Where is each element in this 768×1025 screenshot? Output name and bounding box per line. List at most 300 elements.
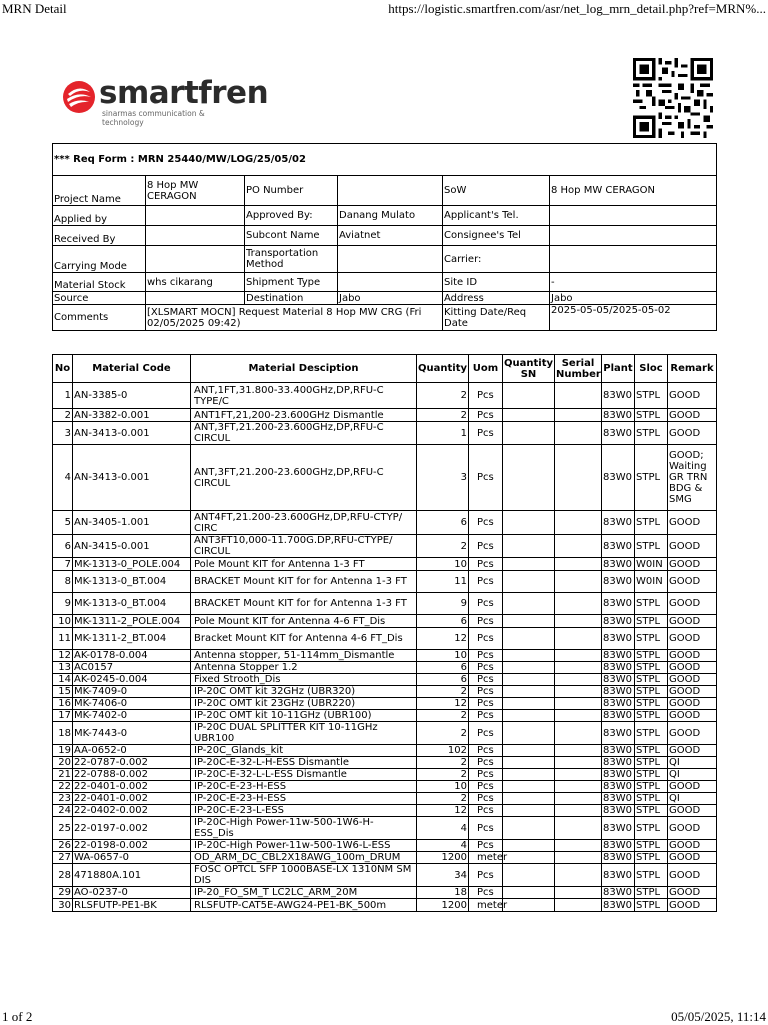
applicant-tel-label: Applicant's Tel. (443, 206, 550, 226)
table-row (53, 722, 717, 745)
material-description-cell: BRACKET Mount KIT for for Antenna 1-3 FT (191, 593, 417, 615)
approved-by-value: Danang Mulato (338, 206, 443, 226)
uom-cell: Pcs (469, 383, 503, 409)
row-no-cell: 1 (53, 383, 73, 409)
uom-cell: Pcs (469, 535, 503, 558)
quantity-cell: 12 (417, 805, 469, 817)
serial-number-cell (555, 840, 602, 852)
remark-cell: GOOD (668, 593, 717, 615)
material-code-cell: AC0157 (73, 662, 191, 674)
sloc-cell: STPL (635, 769, 668, 781)
plant-cell: 83W0 (602, 650, 635, 662)
sloc-cell: STPL (635, 852, 668, 864)
table-row (53, 558, 717, 571)
table-row (53, 710, 717, 722)
remark-cell: GOOD (668, 535, 717, 558)
table-row (53, 840, 717, 852)
col-header-no: No (53, 355, 73, 383)
material-code-cell: 471880A.101 (73, 864, 191, 887)
shipment-type-label: Shipment Type (245, 273, 338, 292)
material-description-cell: IP-20_FO_SM_T LC2LC_ARM_20M (191, 887, 417, 899)
quantity-sn-cell (503, 535, 555, 558)
quantity-sn-cell (503, 710, 555, 722)
applied-by-label: Applied by (53, 206, 146, 226)
sloc-cell: STPL (635, 864, 668, 887)
plant-cell: 83W0 (602, 745, 635, 757)
row-no-cell: 7 (53, 558, 73, 571)
sloc-cell: STPL (635, 899, 668, 912)
material-code-cell: 22-0197-0.002 (73, 817, 191, 840)
uom-cell: Pcs (469, 769, 503, 781)
quantity-cell: 10 (417, 781, 469, 793)
uom-cell: Pcs (469, 686, 503, 698)
quantity-sn-cell (503, 383, 555, 409)
sloc-cell: STPL (635, 698, 668, 710)
table-row (53, 674, 717, 686)
remark-cell: GOOD (668, 864, 717, 887)
serial-number-cell (555, 674, 602, 686)
table-row (53, 805, 717, 817)
material-code-cell: MK-7443-0 (73, 722, 191, 745)
serial-number-cell (555, 887, 602, 899)
table-row (53, 650, 717, 662)
table-row (53, 864, 717, 887)
sloc-cell: STPL (635, 840, 668, 852)
quantity-sn-cell (503, 511, 555, 535)
uom-cell: Pcs (469, 887, 503, 899)
serial-number-cell (555, 722, 602, 745)
sow-value: 8 Hop MW CERAGON (550, 176, 717, 206)
serial-number-cell (555, 650, 602, 662)
quantity-sn-cell (503, 899, 555, 912)
uom-cell: meter (469, 852, 503, 864)
material-code-cell: 22-0401-0.002 (73, 793, 191, 805)
uom-cell: Pcs (469, 422, 503, 445)
remark-cell: GOOD (668, 409, 717, 422)
subcont-name-label: Subcont Name (245, 226, 338, 246)
remark-cell: GOOD (668, 887, 717, 899)
carrying-mode-label: Carrying Mode (53, 246, 146, 273)
material-code-cell: MK-7409-0 (73, 686, 191, 698)
remark-cell: GOOD (668, 628, 717, 650)
plant-cell: 83W0 (602, 710, 635, 722)
serial-number-cell (555, 864, 602, 887)
qr-code-icon (633, 58, 713, 138)
site-id-value: - (550, 273, 717, 292)
sloc-cell: STPL (635, 662, 668, 674)
quantity-sn-cell (503, 445, 555, 511)
material-description-cell: Antenna Stopper 1.2 (191, 662, 417, 674)
browser-page-title: MRN Detail (2, 1, 67, 16)
col-header-quantity: Quantity (417, 355, 469, 383)
table-row (53, 745, 717, 757)
quantity-cell: 2 (417, 383, 469, 409)
quantity-sn-cell (503, 722, 555, 745)
material-code-cell: AA-0652-0 (73, 745, 191, 757)
remark-cell: GOOD (668, 383, 717, 409)
serial-number-cell (555, 781, 602, 793)
transport-method-value (338, 246, 443, 273)
material-code-cell: AN-3413-0.001 (73, 445, 191, 511)
plant-cell: 83W0 (602, 571, 635, 593)
remark-cell: GOOD (668, 558, 717, 571)
plant-cell: 83W0 (602, 662, 635, 674)
quantity-sn-cell (503, 571, 555, 593)
material-code-cell: AK-0178-0.004 (73, 650, 191, 662)
table-row (53, 422, 717, 445)
material-description-cell: BRACKET Mount KIT for for Antenna 1-3 FT (191, 571, 417, 593)
row-no-cell: 16 (53, 698, 73, 710)
browser-page-url: https://logistic.smartfren.com/asr/net_log_mrn_detail.php?ref=MRN%... (388, 1, 766, 16)
sloc-cell: W0IN (635, 558, 668, 571)
row-no-cell: 2 (53, 409, 73, 422)
material-description-cell: IP-20C OMT kit 23GHz (UBR220) (191, 698, 417, 710)
material-description-cell: IP-20C-E-32-L-H-ESS Dismantle (191, 757, 417, 769)
quantity-cell: 9 (417, 593, 469, 615)
material-code-cell: 22-0401-0.002 (73, 781, 191, 793)
uom-cell: Pcs (469, 409, 503, 422)
uom-cell: Pcs (469, 662, 503, 674)
quantity-cell: 6 (417, 662, 469, 674)
quantity-sn-cell (503, 805, 555, 817)
serial-number-cell (555, 710, 602, 722)
uom-cell: Pcs (469, 722, 503, 745)
remark-cell: GOOD (668, 511, 717, 535)
quantity-cell: 2 (417, 769, 469, 781)
sloc-cell: STPL (635, 422, 668, 445)
table-row (53, 769, 717, 781)
uom-cell: Pcs (469, 650, 503, 662)
quantity-cell: 1200 (417, 852, 469, 864)
uom-cell: Pcs (469, 593, 503, 615)
material-code-cell: MK-1313-0_BT.004 (73, 571, 191, 593)
sloc-cell: STPL (635, 445, 668, 511)
sloc-cell: STPL (635, 757, 668, 769)
smartfren-logo (62, 75, 269, 127)
serial-number-cell (555, 593, 602, 615)
sloc-cell: STPL (635, 745, 668, 757)
table-row (53, 698, 717, 710)
comments-value: [XLSMART MOCN] Request Material 8 Hop MW CRG (Fri 02/05/2025 09:42) (146, 305, 443, 331)
row-no-cell: 11 (53, 628, 73, 650)
quantity-sn-cell (503, 745, 555, 757)
material-description-cell: ANT4FT,21.200-23.600GHz,DP,RFU-CTYP/ CIRC (191, 511, 417, 535)
uom-cell: Pcs (469, 805, 503, 817)
uom-cell: Pcs (469, 628, 503, 650)
address-value: Jabo (550, 292, 717, 305)
uom-cell: Pcs (469, 793, 503, 805)
material-code-cell: AN-3415-0.001 (73, 535, 191, 558)
quantity-cell: 12 (417, 628, 469, 650)
serial-number-cell (555, 615, 602, 628)
quantity-cell: 2 (417, 535, 469, 558)
quantity-sn-cell (503, 422, 555, 445)
quantity-cell: 102 (417, 745, 469, 757)
sloc-cell: STPL (635, 615, 668, 628)
quantity-cell: 2 (417, 793, 469, 805)
row-no-cell: 27 (53, 852, 73, 864)
serial-number-cell (555, 409, 602, 422)
serial-number-cell (555, 383, 602, 409)
material-description-cell: IP-20C-E-32-L-L-ESS Dismantle (191, 769, 417, 781)
shipment-type-value (338, 273, 443, 292)
quantity-sn-cell (503, 628, 555, 650)
kitting-date-value: 2025-05-05/2025-05-02 (550, 305, 717, 331)
serial-number-cell (555, 769, 602, 781)
serial-number-cell (555, 558, 602, 571)
table-row (53, 535, 717, 558)
uom-cell: Pcs (469, 840, 503, 852)
remark-cell: GOOD (668, 615, 717, 628)
remark-cell: QI (668, 769, 717, 781)
remark-cell: GOOD (668, 698, 717, 710)
material-description-cell: IP-20C-E-23-L-ESS (191, 805, 417, 817)
remark-cell: GOOD (668, 571, 717, 593)
plant-cell: 83W0 (602, 535, 635, 558)
sloc-cell: STPL (635, 817, 668, 840)
material-description-cell: IP-20C OMT kit 32GHz (UBR320) (191, 686, 417, 698)
transport-method-label: Transportation Method (245, 246, 338, 273)
plant-cell: 83W0 (602, 722, 635, 745)
consignee-tel-label: Consignee's Tel (443, 226, 550, 246)
row-no-cell: 4 (53, 445, 73, 511)
row-no-cell: 22 (53, 781, 73, 793)
material-code-cell: WA-0657-0 (73, 852, 191, 864)
uom-cell: Pcs (469, 864, 503, 887)
remark-cell: GOOD (668, 852, 717, 864)
plant-cell: 83W0 (602, 852, 635, 864)
uom-cell: Pcs (469, 571, 503, 593)
col-header-quantity-sn: Quantity SN (503, 355, 555, 383)
material-code-cell: AO-0237-0 (73, 887, 191, 899)
sloc-cell: STPL (635, 383, 668, 409)
material-code-cell: AK-0245-0.004 (73, 674, 191, 686)
quantity-cell: 1200 (417, 899, 469, 912)
project-name-value: 8 Hop MW CERAGON (146, 176, 245, 206)
serial-number-cell (555, 805, 602, 817)
subcont-name-value: Aviatnet (338, 226, 443, 246)
quantity-cell: 18 (417, 887, 469, 899)
source-value (146, 292, 245, 305)
plant-cell: 83W0 (602, 769, 635, 781)
sloc-cell: STPL (635, 409, 668, 422)
table-row (53, 899, 717, 912)
sloc-cell: STPL (635, 710, 668, 722)
material-description-cell: IP-20C-High Power-11w-500-1W6-H- ESS_Dis (191, 817, 417, 840)
plant-cell: 83W0 (602, 793, 635, 805)
row-no-cell: 26 (53, 840, 73, 852)
col-header-sloc: Sloc (635, 355, 668, 383)
req-form-label: *** Req Form : (54, 154, 135, 165)
site-id-label: Site ID (443, 273, 550, 292)
sloc-cell: STPL (635, 674, 668, 686)
quantity-sn-cell (503, 840, 555, 852)
material-code-cell: 22-0402-0.002 (73, 805, 191, 817)
table-row (53, 852, 717, 864)
material-code-cell: MK-1313-0_BT.004 (73, 593, 191, 615)
table-row (53, 781, 717, 793)
material-code-cell: 22-0788-0.002 (73, 769, 191, 781)
material-description-cell: IP-20C-E-23-H-ESS (191, 781, 417, 793)
material-stock-label: Material Stock (53, 273, 146, 292)
request-form-table (52, 143, 717, 331)
quantity-cell: 1 (417, 422, 469, 445)
quantity-cell: 3 (417, 445, 469, 511)
quantity-cell: 34 (417, 864, 469, 887)
material-code-cell: MK-7406-0 (73, 698, 191, 710)
sloc-cell: STPL (635, 722, 668, 745)
col-header-uom: Uom (469, 355, 503, 383)
remark-cell: QI (668, 757, 717, 769)
plant-cell: 83W0 (602, 805, 635, 817)
applied-by-value (146, 206, 245, 226)
material-table-header (53, 355, 717, 383)
material-description-cell: RLSFUTP-CAT5E-AWG24-PE1-BK_500m (191, 899, 417, 912)
logo-wordmark: smartfren (99, 75, 269, 111)
col-header-plant: Plant (602, 355, 635, 383)
plant-cell: 83W0 (602, 899, 635, 912)
col-header-description: Material Desciption (191, 355, 417, 383)
row-no-cell: 24 (53, 805, 73, 817)
remark-cell: QI (668, 793, 717, 805)
quantity-cell: 12 (417, 698, 469, 710)
quantity-sn-cell (503, 887, 555, 899)
quantity-cell: 2 (417, 722, 469, 745)
remark-cell: GOOD (668, 805, 717, 817)
table-row (53, 757, 717, 769)
table-row (53, 615, 717, 628)
remark-cell: GOOD (668, 710, 717, 722)
row-no-cell: 14 (53, 674, 73, 686)
remark-cell: GOOD (668, 840, 717, 852)
remark-cell: GOOD (668, 817, 717, 840)
row-no-cell: 6 (53, 535, 73, 558)
sloc-cell: STPL (635, 887, 668, 899)
sloc-cell: STPL (635, 593, 668, 615)
plant-cell: 83W0 (602, 615, 635, 628)
uom-cell: Pcs (469, 817, 503, 840)
uom-cell: Pcs (469, 698, 503, 710)
quantity-sn-cell (503, 409, 555, 422)
material-code-cell: 22-0787-0.002 (73, 757, 191, 769)
material-code-cell: MK-1311-2_POLE.004 (73, 615, 191, 628)
quantity-cell: 4 (417, 817, 469, 840)
material-code-cell: 22-0198-0.002 (73, 840, 191, 852)
kitting-date-label: Kitting Date/Req Date (443, 305, 550, 331)
address-label: Address (443, 292, 550, 305)
req-form-value: MRN 25440/MW/LOG/25/05/02 (137, 154, 306, 165)
plant-cell: 83W0 (602, 558, 635, 571)
plant-cell: 83W0 (602, 383, 635, 409)
serial-number-cell (555, 628, 602, 650)
row-no-cell: 17 (53, 710, 73, 722)
quantity-sn-cell (503, 662, 555, 674)
source-label: Source (53, 292, 146, 305)
received-by-value (146, 226, 245, 246)
po-number-label: PO Number (245, 176, 338, 206)
serial-number-cell (555, 698, 602, 710)
quantity-sn-cell (503, 698, 555, 710)
material-description-cell: IP-20C-E-23-H-ESS (191, 793, 417, 805)
serial-number-cell (555, 686, 602, 698)
received-by-label: Received By (53, 226, 146, 246)
plant-cell: 83W0 (602, 686, 635, 698)
material-description-cell: ANT,1FT,31.800-33.400GHz,DP,RFU-C TYPE/C (191, 383, 417, 409)
sloc-cell: STPL (635, 793, 668, 805)
serial-number-cell (555, 445, 602, 511)
quantity-cell: 10 (417, 558, 469, 571)
plant-cell: 83W0 (602, 817, 635, 840)
quantity-sn-cell (503, 593, 555, 615)
table-row (53, 571, 717, 593)
sloc-cell: STPL (635, 511, 668, 535)
row-no-cell: 30 (53, 899, 73, 912)
carrier-value (550, 246, 717, 273)
logo-tagline: sinarmas communication & technology (102, 109, 205, 127)
sloc-cell: STPL (635, 650, 668, 662)
row-no-cell: 23 (53, 793, 73, 805)
material-code-cell: MK-1313-0_POLE.004 (73, 558, 191, 571)
serial-number-cell (555, 511, 602, 535)
plant-cell: 83W0 (602, 887, 635, 899)
print-datetime: 05/05/2025, 11:14 (671, 1009, 766, 1024)
project-name-label: Project Name (53, 176, 146, 206)
sloc-cell: STPL (635, 686, 668, 698)
plant-cell: 83W0 (602, 840, 635, 852)
material-code-cell: AN-3385-0 (73, 383, 191, 409)
serial-number-cell (555, 422, 602, 445)
uom-cell: Pcs (469, 674, 503, 686)
row-no-cell: 13 (53, 662, 73, 674)
row-no-cell: 8 (53, 571, 73, 593)
quantity-sn-cell (503, 769, 555, 781)
uom-cell: Pcs (469, 745, 503, 757)
row-no-cell: 19 (53, 745, 73, 757)
material-description-cell: ANT,3FT,21.200-23.600GHz,DP,RFU-C CIRCUL (191, 445, 417, 511)
plant-cell: 83W0 (602, 781, 635, 793)
serial-number-cell (555, 817, 602, 840)
table-row (53, 686, 717, 698)
material-description-cell: IP-20C OMT kit 10-11GHz (UBR100) (191, 710, 417, 722)
material-description-cell: Fixed Strooth_Dis (191, 674, 417, 686)
quantity-sn-cell (503, 615, 555, 628)
sloc-cell: STPL (635, 781, 668, 793)
col-header-remark: Remark (668, 355, 717, 383)
quantity-sn-cell (503, 757, 555, 769)
material-description-cell: OD_ARM_DC_CBL2X18AWG_100m_DRUM (191, 852, 417, 864)
sow-label: SoW (443, 176, 550, 206)
remark-cell: GOOD (668, 650, 717, 662)
row-no-cell: 29 (53, 887, 73, 899)
plant-cell: 83W0 (602, 674, 635, 686)
material-stock-value: whs cikarang (146, 273, 245, 292)
material-description-cell: Pole Mount KIT for Antenna 1-3 FT (191, 558, 417, 571)
table-row (53, 511, 717, 535)
serial-number-cell (555, 662, 602, 674)
material-description-cell: IP-20C DUAL SPLITTER KIT 10-11GHz UBR100 (191, 722, 417, 745)
row-no-cell: 3 (53, 422, 73, 445)
quantity-sn-cell (503, 793, 555, 805)
material-description-cell: IP-20C-High Power-11w-500-1W6-L-ESS (191, 840, 417, 852)
material-description-cell: ANT,3FT,21.200-23.600GHz,DP,RFU-C CIRCUL (191, 422, 417, 445)
remark-cell: GOOD (668, 662, 717, 674)
quantity-cell: 6 (417, 615, 469, 628)
uom-cell: Pcs (469, 615, 503, 628)
quantity-sn-cell (503, 781, 555, 793)
smartfren-swirl-icon (62, 80, 96, 114)
table-row (53, 409, 717, 422)
plant-cell: 83W0 (602, 422, 635, 445)
